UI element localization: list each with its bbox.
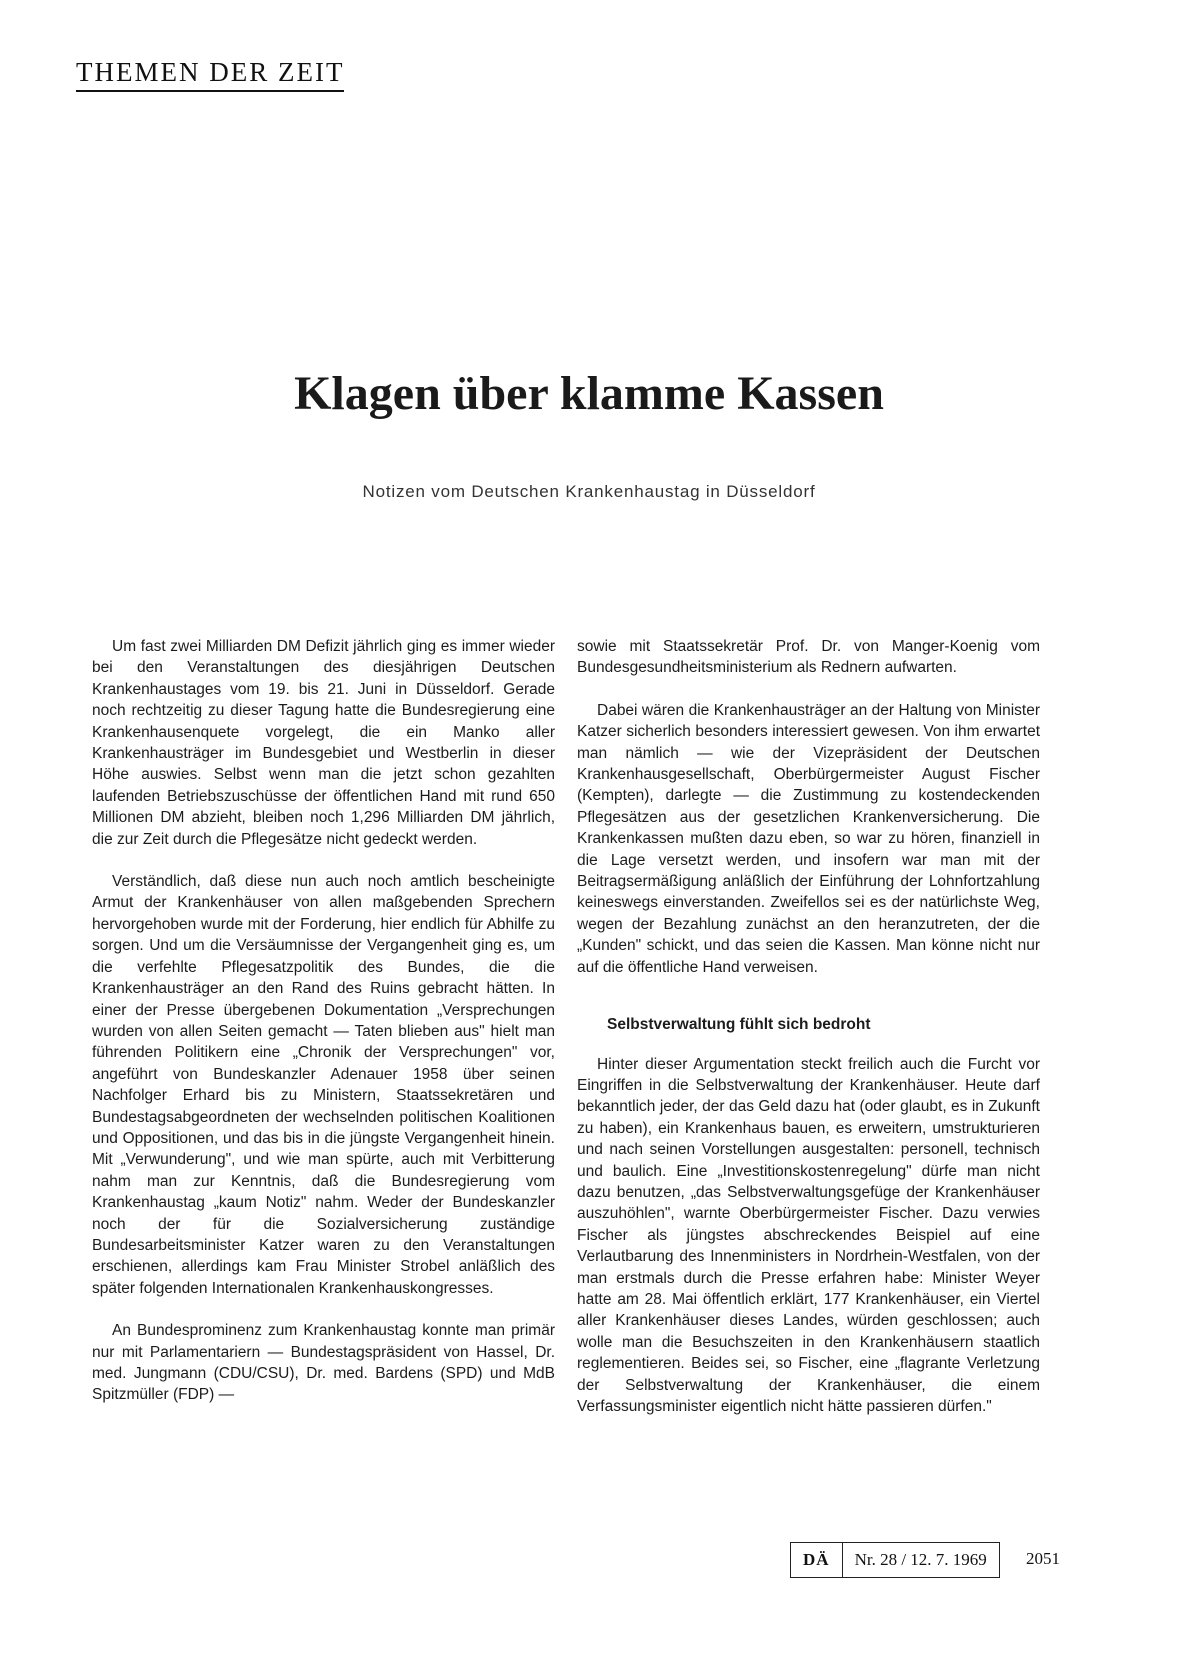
paragraph: Hinter dieser Argumentation steckt freilich auch die Furcht vor Eingriffen in die Selbstverwaltung der Krankenhäuser. Heute darf bekanntlich jeder, der das Geld dazu hat (oder glaubt, es in Zukunft zu haben), ein Krankenhaus bauen, es erweitern, umstrukturieren und nach seinen Vorstellungen ausgestalten: personell, technisch und baulich. Eine „Investitionskostenregelung" dürfe man nicht dazu benutzen, „das Selbstverwaltungsgefüge der Krankenhäuser auszuhöhlen", warnte Oberbürgermeister Fischer. Dazu verwies Fischer als jüngstes abschreckendes Beispiel auf eine Verlautbarung des Innenministers in Nordrhein-Westfalen, von der man erstmals durch die Presse erfahren habe: Minister Weyer hatte am 28. Mai öffentlich erklärt, 177 Krankenhäuser, ein Viertel aller Krankenhäuser dieses Landes, würden geschlossen; auch wolle man die Besuchszeiten in den Krankenhäusern staatlich reglementieren. Beides sei, so Fischer, eine „flagrante Verletzung der Selbstverwaltung der Krankenhäuser, die einem Verfassungsminister eigentlich nicht hätte passieren dürfen." xyxy=(577,1055,1040,1415)
journal-logo: DÄ xyxy=(791,1543,843,1577)
paragraph: Dabei wären die Krankenhausträger an der Haltung von Minister Katzer sicherlich besonders interessiert gewesen. Von ihm erwartet man nämlich — wie der Vizepräsident der Deutschen Krankenhausgesellschaft, Oberbürgermeister August Fischer (Kempten), darlegte — die Zustimmung zu kostendeckenden Pflegesätzen aus der gesetzlichen Krankenversicherung. Die Krankenkassen mußten dazu eben, so war zu hören, finanziell in die Lage versetzt werden, und insofern war man mit der Beitragsermäßigung anläßlich der Einführung der Lohnfortzahlung keineswegs einverstanden. Zweifellos sei es der natürlichste Weg, wegen der Bezahlung zunächst an den heranzutreten, der die „Kunden" schickt, und das seien die Kassen. Man könne nicht nur auf die öffentliche Hand verweisen. xyxy=(577,701,1040,976)
left-column xyxy=(92,636,555,1427)
paragraph: Verständlich, daß diese nun auch noch amtlich bescheinigte Armut der Krankenhäuser von allen maßgebenden Sprechern hervorgehoben wurde mit der Forderung, hier endlich für Abhilfe zu sorgen. Und um die Versäumnisse der Vergangenheit ging es, um die verfehlte Pflegesatzpolitik des Bundes, die die Krankenhausträger an den Rand des Ruins gebracht hätten. In einer der Presse übergebenen Dokumentation „Versprechungen wurden von allen Seiten gemacht — Taten blieben aus" hielt man führenden Politikern eine „Chronik der Versprechungen" vor, angeführt von Bundeskanzler Adenauer 1958 über seinen Nachfolger Erhard bis zu Ministern, Staatssekretären und Bundestagsabgeordneten der wechselnden politischen Koalitionen und Oppositionen, und das bis in die jüngste Vergangenheit hinein. Mit „Verwunderung", und wie man spürte, auch mit Verbitterung nahm man zur Kenntnis, daß die Bundesregierung vom Krankenhaustag „kaum Notiz" nahm. Weder der Bundeskanzler noch der für die Sozialversicherung zuständige Bundesarbeitsminister Katzer waren zu den Veranstaltungen erschienen, allerdings kam Frau Minister Strobel anläßlich des später folgenden Internationalen Krankenhauskongresses. xyxy=(92,873,555,1297)
article-subtitle: Notizen vom Deutschen Krankenhaustag in Düsseldorf xyxy=(362,482,816,501)
section-label: THEMEN DER ZEIT xyxy=(76,58,344,92)
section-subheading: Selbstverwaltung fühlt sich bedroht xyxy=(607,1016,871,1034)
issue-box xyxy=(790,1542,1000,1578)
right-column xyxy=(577,636,1040,1438)
paragraph: An Bundesprominenz zum Krankenhaustag konnte man primär nur mit Parlamentariern — Bundestagspräsident von Hassel, Dr. med. Jungmann (CDU/CSU), Dr. med. Bardens (SPD) und MdB Spitzmüller (FDP) — xyxy=(92,1322,555,1404)
paragraph: Um fast zwei Milliarden DM Defizit jährlich ging es immer wieder bei den Veranstaltungen des diesjährigen Deutschen Krankenhaustages vom 19. bis 21. Juni in Düsseldorf. Gerade noch rechtzeitig zu dieser Tagung hatte die Bundesregierung eine Krankenhausenquete vorgelegt, die ein Manko aller Krankenhausträger im Bundesgebiet und Westberlin in dieser Höhe auswies. Selbst wenn man die jetzt schon gezahlten laufenden Betriebszuschüsse der öffentlichen Hand mit rund 650 Millionen DM abzieht, bleiben noch 1,296 Milliarden DM jährlich, die zur Zeit durch die Pflegesätze nicht gedeckt werden. xyxy=(92,638,555,848)
paragraph: sowie mit Staatssekretär Prof. Dr. von Manger-Koenig vom Bundesgesundheitsministerium als Rednern aufwarten. xyxy=(577,638,1040,677)
article-title: Klagen über klamme Kassen xyxy=(294,367,884,421)
issue-info: Nr. 28 / 12. 7. 1969 xyxy=(854,1550,987,1569)
page-number: 2051 xyxy=(1026,1549,1060,1568)
